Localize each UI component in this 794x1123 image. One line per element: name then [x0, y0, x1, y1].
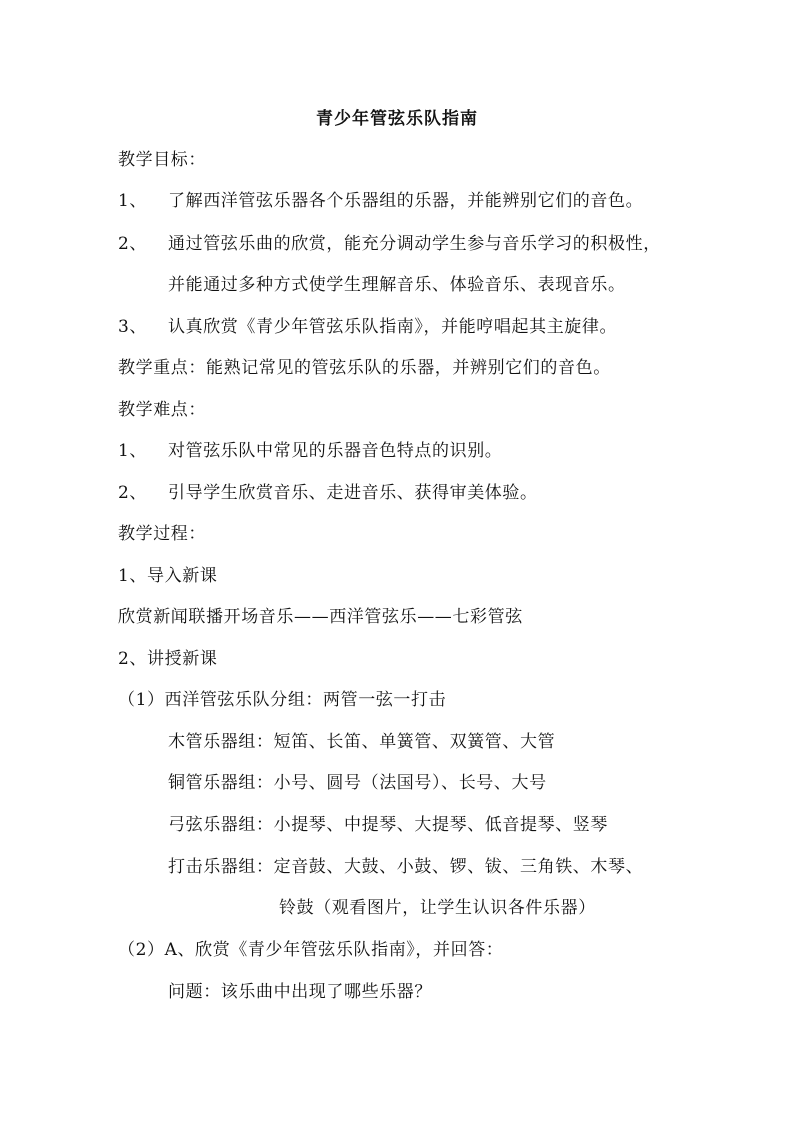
sub-section-1: （1）西洋管弦乐队分组：两管一弦一打击	[118, 690, 447, 710]
difficult-item-2	[118, 481, 538, 505]
group-brass: 铜管乐器组：小号、圆号（法国号）、长号、大号	[168, 773, 547, 793]
goal-item-2-continuation: 并能通过多种方式使学生理解音乐、体验音乐、表现音乐。	[168, 275, 626, 295]
step-1-heading: 1、导入新课	[118, 566, 218, 586]
goal-number: 2、	[118, 234, 148, 254]
step-1-detail: 欣赏新闻联播开场音乐——西洋管弦乐——七彩管弦	[118, 607, 523, 627]
goal-text: 认真欣赏《青少年管弦乐队指南》，并能哼唱起其主旋律。	[168, 317, 618, 337]
difficult-text: 对管弦乐队中常见的乐器音色特点的识别。	[168, 441, 503, 461]
difficult-item-1	[118, 439, 502, 463]
difficult-number: 2、	[118, 483, 148, 503]
difficult-number: 1、	[118, 441, 148, 461]
group-woodwind: 木管乐器组：短笛、长笛、单簧管、双簧管、大管	[168, 732, 556, 752]
document-title: 青少年管弦乐队指南	[316, 109, 478, 129]
question: 问题：该乐曲中出现了哪些乐器？	[168, 982, 432, 1002]
group-strings: 弓弦乐器组：小提琴、中提琴、大提琴、低音提琴、竖琴	[168, 815, 608, 835]
goal-item-2	[118, 232, 661, 256]
step-2-heading: 2、讲授新课	[118, 649, 218, 669]
goal-item-1	[118, 189, 643, 213]
goal-text: 了解西洋管弦乐器各个乐器组的乐器，并能辨别它们的音色。	[168, 191, 644, 211]
difficult-heading: 教学难点：	[118, 400, 206, 420]
goal-number: 3、	[118, 317, 148, 337]
goal-text: 通过管弦乐曲的欣赏，能充分调动学生参与音乐学习的积极性，	[168, 234, 661, 254]
group-percussion-continuation: 铃鼓（观看图片，让学生认识各件乐器）	[279, 898, 596, 918]
goal-item-3	[118, 315, 617, 339]
sub-section-2: （2）A、欣赏《青少年管弦乐队指南》，并回答：	[118, 940, 504, 960]
goal-number: 1、	[118, 191, 148, 211]
group-percussion: 打击乐器组：定音鼓、大鼓、小鼓、锣、钹、三角铁、木琴、	[168, 857, 644, 877]
goals-heading: 教学目标：	[118, 150, 206, 170]
process-heading: 教学过程：	[118, 524, 206, 544]
difficult-text: 引导学生欣赏音乐、走进音乐、获得审美体验。	[168, 483, 538, 503]
key-point: 教学重点：能熟记常见的管弦乐队的乐器，并辨别它们的音色。	[118, 358, 611, 378]
